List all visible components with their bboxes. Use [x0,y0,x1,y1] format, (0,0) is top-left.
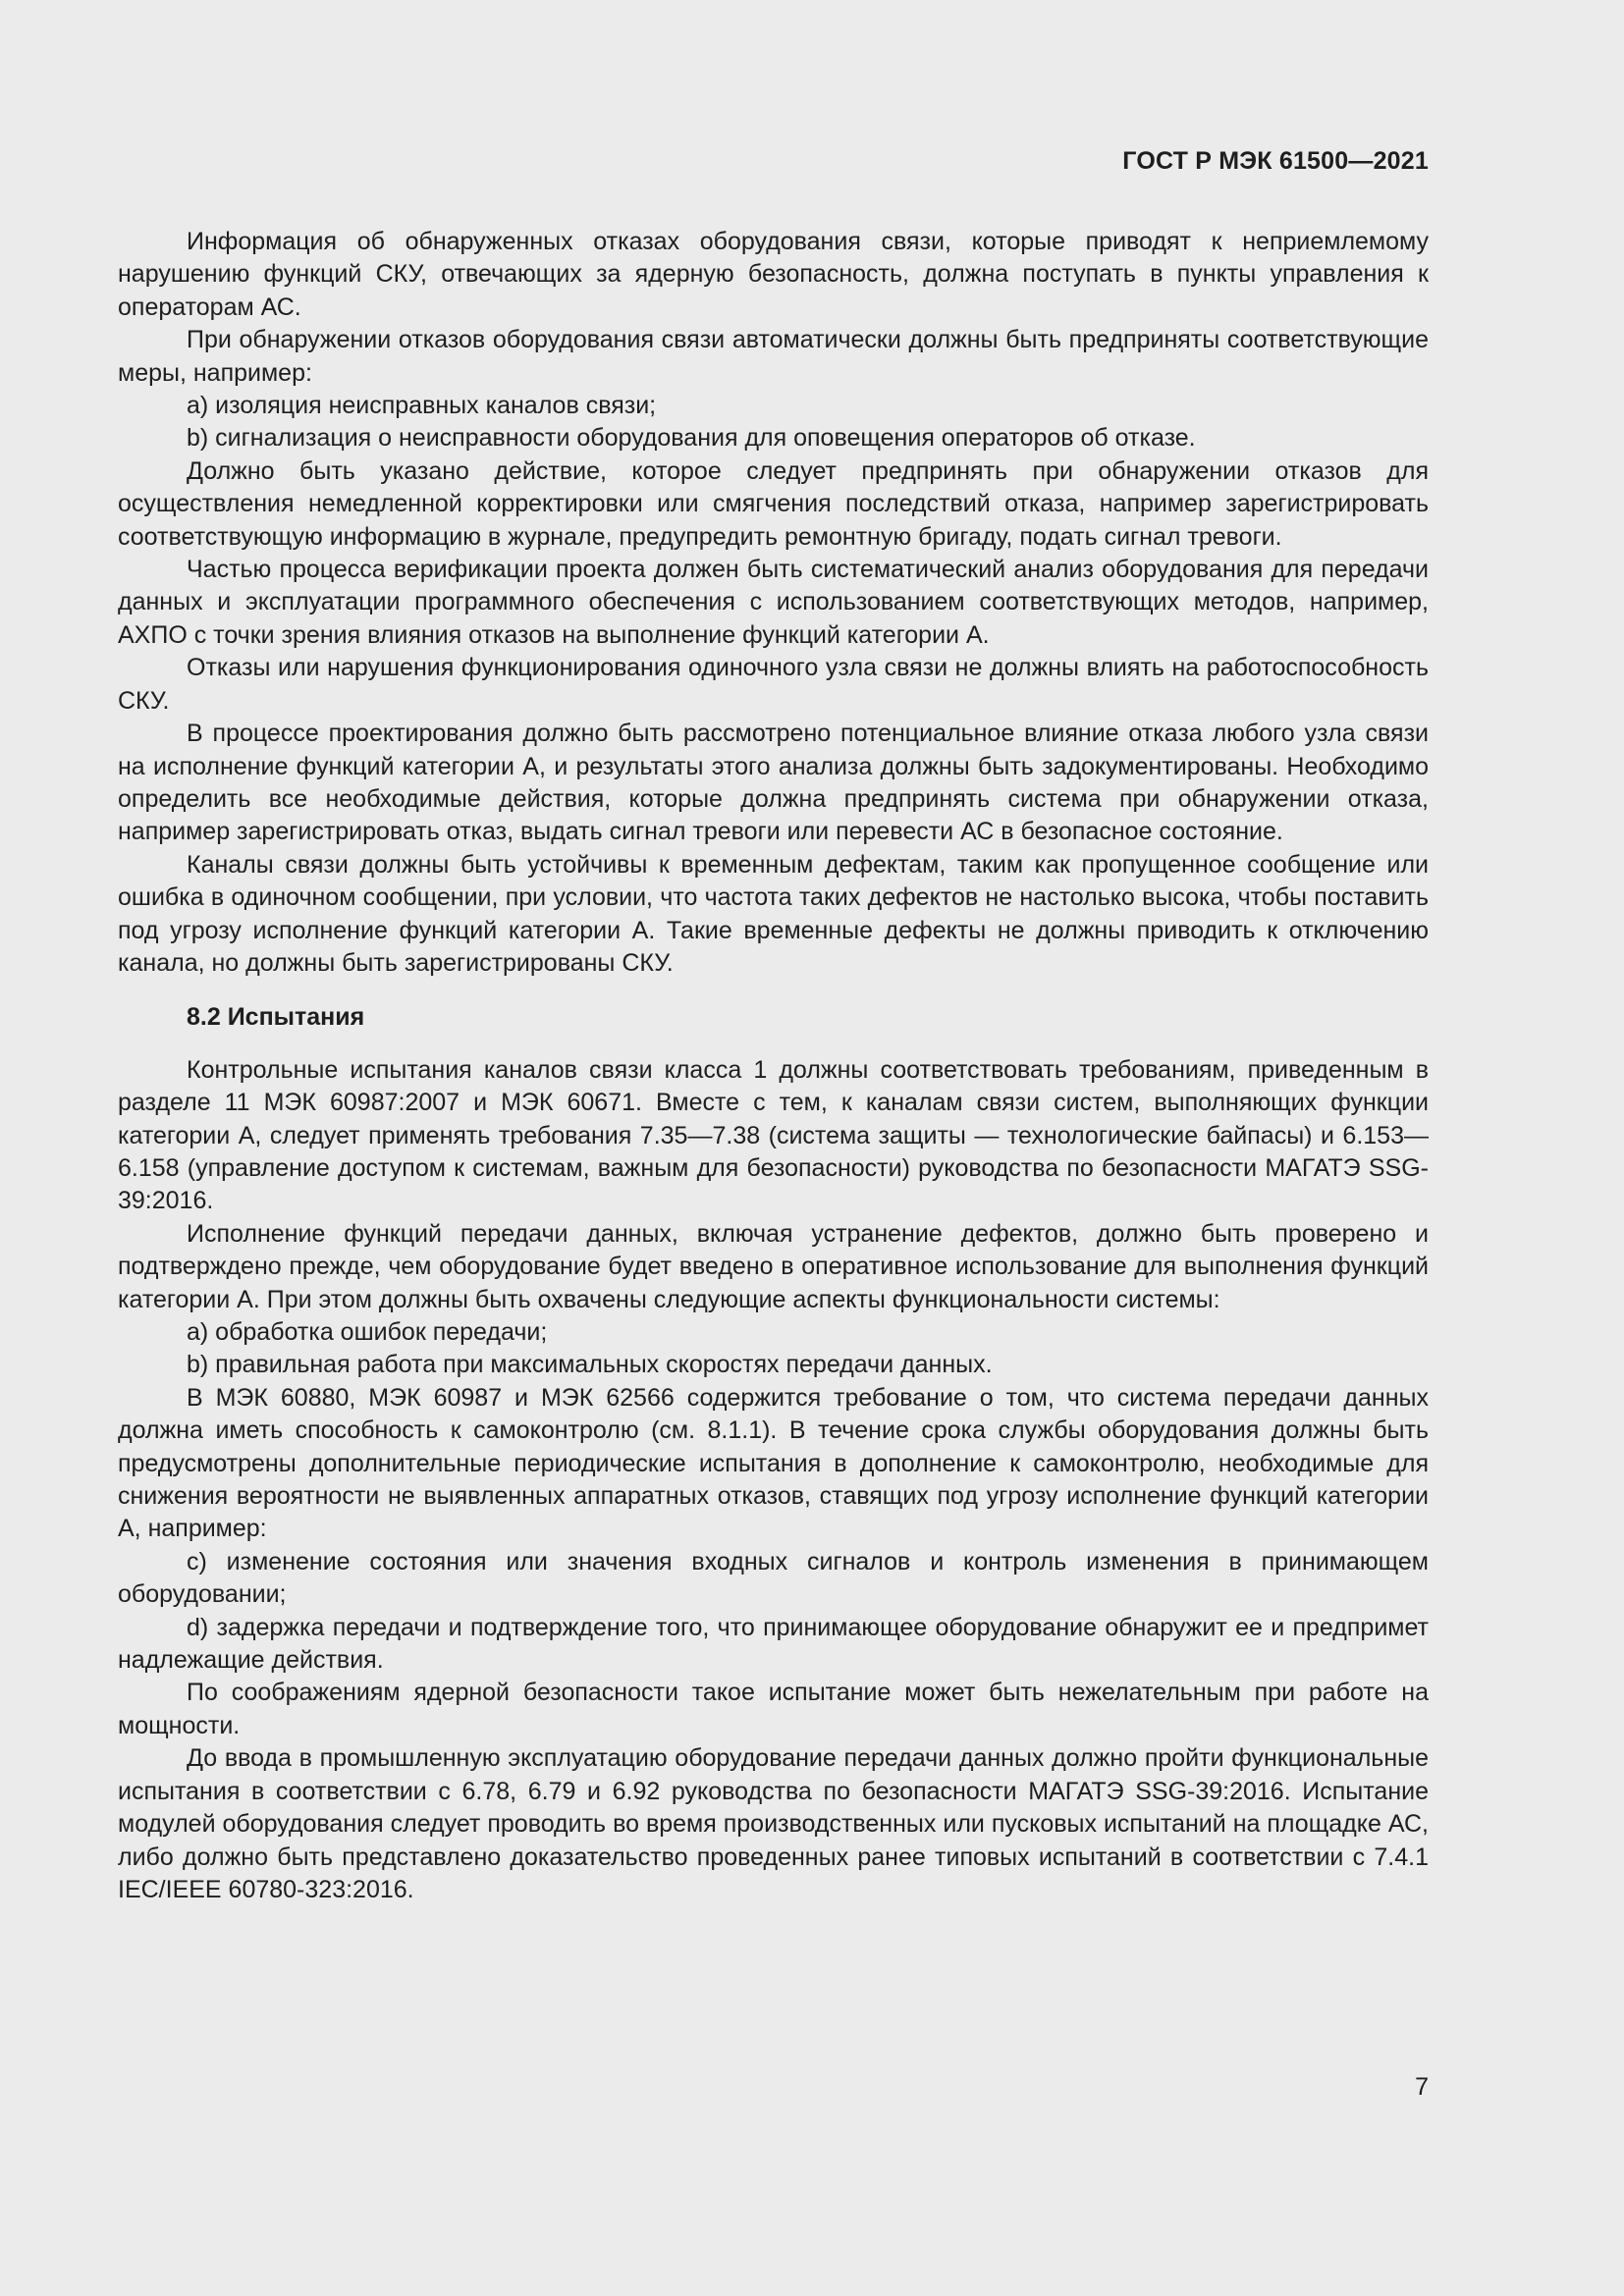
list-item: c) изменение состояния или значения входных сигналов и контроль изменения в принимающем оборудовании; [118,1547,1429,1609]
list-item: a) изоляция неисправных каналов связи; [187,392,657,420]
paragraph: Контрольные испытания каналов связи класса 1 должны соответствовать требованиям, приведенным в разделе 11 МЭК 60987:2007 и МЭК 60671. Вместе с тем, к каналам связи систем, выполняющих функции категории А, следует применять требования 7.35—7.38 (система защиты — технологические байпасы) и 6.153—6.158 (управление доступом к системам, важным для безопасности) руководства по безопасности МАГАТЭ SSG-39:2016. [118,1055,1429,1215]
paragraph: Частью процесса верификации проекта должен быть систематический анализ оборудования для передачи данных и эксплуатации программного обеспечения с использованием соответствующих методов, например, АХПО с точки зрения влияния отказов на выполнение функций категории А. [118,556,1429,649]
paragraph: Каналы связи должны быть устойчивы к временным дефектам, таким как пропущенное сообщение или ошибка в одиночном сообщении, при условии, что частота таких дефектов не настолько высока, чтобы поставить под угрозу исполнение функций категории А. Такие временные дефекты не должны приводить к отключению канала, но должны быть зарегистрированы СКУ. [118,850,1429,977]
paragraph: До ввода в промышленную эксплуатацию оборудование передачи данных должно пройти функциональные испытания в соответствии с 6.78, 6.79 и 6.92 руководства по безопасности МАГАТЭ SSG-39:2016. Испытание модулей оборудования следует проводить во время производственных или пусковых испытаний на площадке АС, либо должно быть представлено доказательство проведенных ранее типовых испытаний в соответствии с 7.4.1 IEC/IEEE 60780-323:2016. [118,1744,1429,1903]
paragraph: По соображениям ядерной безопасности такое испытание может быть нежелательным при работе на мощности. [118,1679,1429,1739]
paragraph: При обнаружении отказов оборудования связи автоматически должны быть предприняты соответствующие меры, например: [118,326,1429,387]
list-item: b) правильная работа при максимальных скоростях передачи данных. [187,1351,993,1379]
paragraph: Должно быть указано действие, которое следует предпринять при обнаружении отказов для осуществления немедленной корректировки или смягчения последствий отказа, например зарегистрировать соответствующую информацию в журнале, предупредить ремонтную бригаду, подать сигнал тревоги. [118,456,1429,551]
paragraph: В процессе проектирования должно быть рассмотрено потенциальное влияние отказа любого узла связи на исполнение функций категории А, и результаты этого анализа должны быть задокументированы. Необходимо определить все необходимые действия, которые должна предпринять система при обнаружении отказа, например зарегистрировать отказ, выдать сигнал тревоги или перевести АС в безопасное состояние. [118,720,1429,846]
paragraph: Исполнение функций передачи данных, включая устранение дефектов, должно быть проверено и подтверждено прежде, чем оборудование будет введено в оперативное использование для выполнения функций категории А. При этом должны быть охвачены следующие аспекты функциональности системы: [118,1219,1429,1313]
document-body [118,226,1429,1906]
paragraph: В МЭК 60880, МЭК 60987 и МЭК 62566 содержится требование о том, что система передачи данных должна иметь способность к самоконтролю (см. 8.1.1). В течение срока службы оборудования должны быть предусмотрены дополнительные периодические испытания в дополнение к самоконтролю, необходимые для снижения вероятности не выявленных аппаратных отказов, ставящих под угрозу исполнение функций категории А, например: [118,1383,1429,1543]
paragraph: Отказы или нарушения функционирования одиночного узла связи не должны влиять на работоспособность СКУ. [118,654,1429,715]
document-code-header: ГОСТ Р МЭК 61500—2021 [1122,147,1429,175]
list-item: a) обработка ошибок передачи; [187,1318,548,1346]
list-item: d) задержка передачи и подтверждение того, что принимающее оборудование обнаружит ее и предпримет надлежащие действия. [118,1613,1429,1675]
paragraph: Информация об обнаруженных отказах оборудования связи, которые приводят к неприемлемому нарушению функций СКУ, отвечающих за ядерную безопасность, должна поступать в пункты управления к операторам АС. [118,228,1429,321]
section-heading: 8.2 Испытания [187,1003,365,1032]
list-item: b) сигнализация о неисправности оборудования для оповещения операторов об отказе. [187,424,1196,453]
page-number: 7 [1415,2073,1429,2101]
